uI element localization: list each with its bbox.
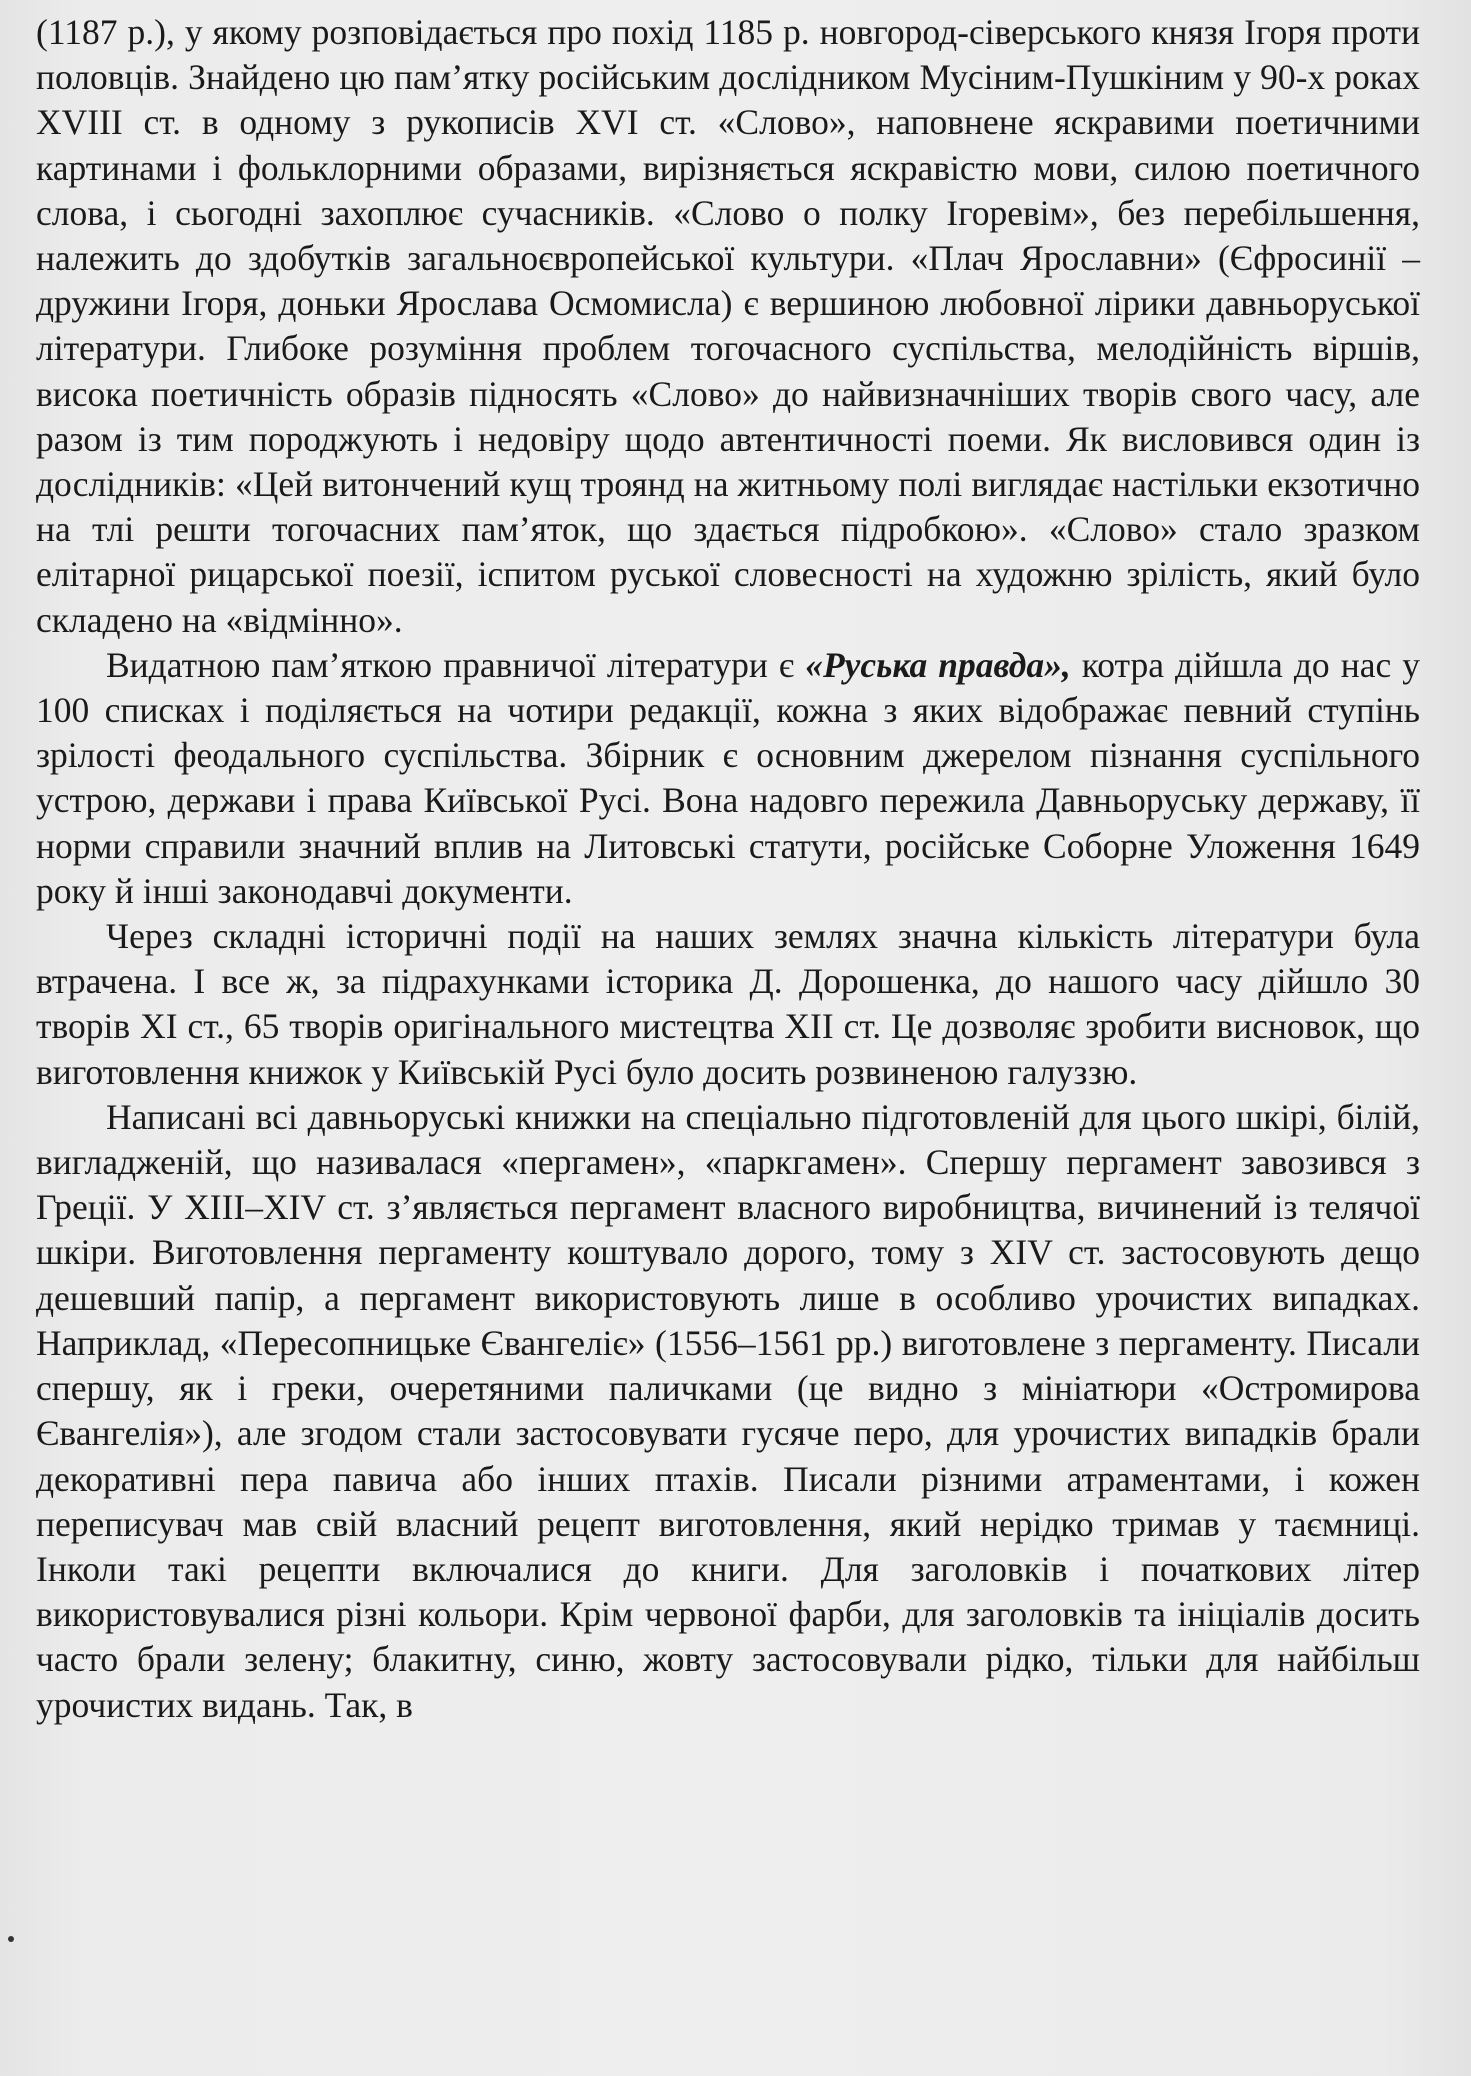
page-text	[36, 10, 1420, 1728]
paragraph-ruska-pravda-body: котра дійшла до нас у 100 списках і поділяється на чотири редакції, кожна з яких відображає певний ступінь зрілості феодального суспільства. Збірник є основним джерелом пізнання суспільного устрою, держави і права Київської Русі. Вона надовго пережила Давньоруську державу, її норми справили значний вплив на Литовські статути, російське Соборне Уложення 1649 року й інші законодавчі документи.	[36, 644, 1421, 911]
paragraph-slovo: (1187 р.), у якому розповідається про похід 1185 р. новгород-сіверського князя Ігоря проти половців. Знайдено цю пам’ятку російським дослідником Мусіним-Пушкіним у 90-х роках XVIII ст. в одному з рукописів XVI ст. «Слово», наповнене яскравими поетичними картинами і фольклорними образами, вирізняється яскравістю мови, силою поетичного слова, і сьогодні захоплює сучасників. «Слово о полку Ігоревім», без перебільшення, належить до здобутків загальноєвропейської культури. «Плач Ярославни» (Єфросинії – дружини Ігоря, доньки Ярослава Осмомисла) є вершиною любовної лірики давньоруської літератури. Глибоке розуміння проблем тогочасного суспільства, мелодійність віршів, висока поетичність образів підносять «Слово» до найвизначніших творів свого часу, але разом із тим породжують і недовіру щодо автентичності поеми. Як висловився один із дослідників: «Цей витончений кущ троянд на житньому полі виглядає настільки екзотично на тлі решти тогочасних пам’яток, що здається підробкою». «Слово» стало зразком елітарної рицарської поезії, іспитом руської словесності на художню зрілість, який було складено на «відмінно».	[36, 12, 1420, 640]
paragraph-ruska-pravda	[36, 643, 1420, 914]
ruska-pravda-title: «Руська правда»,	[805, 644, 1071, 685]
paragraph-lost-literature: Через складні історичні події на наших землях значна кількість літератури була втрачена. І все ж, за підрахунками історика Д. Дорошенка, до нашого часу дійшло 30 творів XI ст., 65 творів оригінального мистецтва XII ст. Це дозволяє зробити висновок, що виготовлення книжок у Київській Русі було досить розвиненою галуззю.	[36, 916, 1420, 1092]
margin-dot	[8, 1936, 14, 1942]
paragraph-ruska-pravda-intro: Видатною пам’яткою правничої літератури є	[106, 644, 806, 685]
paragraph-parchment: Написані всі давньоруські книжки на спеціально підготовленій для цього шкірі, білій, вигладженій, що називалася «пергамен», «паркгамен». Спершу пергамент завозився з Греції. У XIII–XIV ст. з’являється пергамент власного виробництва, вичинений із телячої шкіри. Виготовлення пергаменту коштувало дорого, тому з XIV ст. застосовують дещо дешевший папір, а пергамент використовують лише в особливо урочистих випадках. Наприклад, «Пересопницьке Євангеліє» (1556–1561 рр.) виготовлене з пергаменту. Писали спершу, як і греки, очеретяними паличками (це видно з мініатюри «Остромирова Євангелія»), але згодом стали застосовувати гусяче перо, для урочистих випадків брали декоративні пера павича або інших птахів. Писали різними атраментами, і кожен переписувач мав свій власний рецепт виготовлення, який нерідко тримав у таємниці. Інколи такі рецепти включалися до книги. Для заголовків і початкових літер використовувалися різні кольори. Крім червоної фарби, для заголовків та ініціалів досить часто брали зелену; блакитну, синю, жовту застосовували рідко, тільки для найбільш урочистих видань. Так, в	[36, 1096, 1420, 1725]
